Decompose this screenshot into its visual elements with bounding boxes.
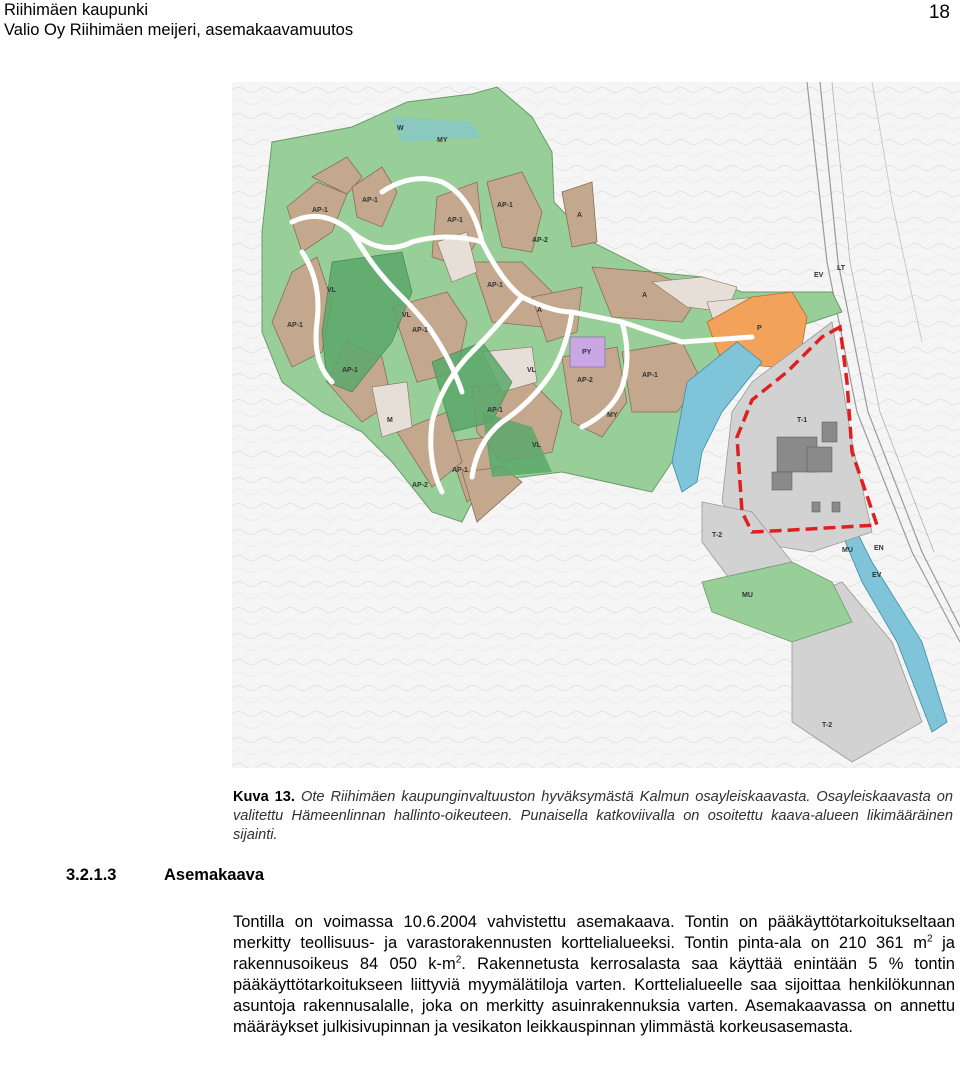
- map-label-ap2: AP-2: [532, 237, 548, 244]
- svg-text:AP-2: AP-2: [577, 377, 593, 384]
- map-svg: [232, 82, 960, 768]
- svg-text:AP-1: AP-1: [642, 372, 658, 379]
- svg-text:A: A: [642, 292, 648, 299]
- map-label-my: MY: [437, 137, 448, 144]
- svg-text:EV: EV: [872, 572, 882, 579]
- map-label-ap1: AP-1: [312, 207, 328, 214]
- svg-text:VL: VL: [532, 442, 541, 449]
- svg-text:T-2: T-2: [822, 722, 833, 729]
- page-header: [4, 0, 353, 40]
- svg-text:AP-1: AP-1: [287, 322, 303, 329]
- map-label-p: P: [757, 325, 762, 332]
- map-label-w: W: [397, 125, 404, 132]
- svg-text:VL: VL: [527, 367, 536, 374]
- map-label-py: PY: [582, 349, 592, 356]
- svg-text:A: A: [577, 212, 583, 219]
- caption-text: Ote Riihimäen kaupunginvaltuuston hyväksymästä Kalmun osayleiskaavasta. Osayleiskaavasta on valitettu Hämeenlinnan hallinto-oikeuteen. Punaisella katkoviivalla on osoitettu kaava-alueen likimääräinen sijainti.: [233, 789, 954, 843]
- page-number: 18: [928, 2, 950, 23]
- map-label-m: M: [387, 417, 393, 424]
- svg-text:AP-1: AP-1: [452, 467, 468, 474]
- map-label-ev: EV: [814, 272, 824, 279]
- svg-text:AP-1: AP-1: [487, 282, 503, 289]
- master-plan-map: [232, 82, 960, 768]
- svg-text:AP-1: AP-1: [342, 367, 358, 374]
- header-organization: Riihimäen kaupunki: [4, 1, 148, 19]
- svg-text:AP-1: AP-1: [447, 217, 463, 224]
- svg-text:MY: MY: [607, 412, 618, 419]
- map-label-mu: MU: [742, 592, 753, 599]
- svg-text:AP-1: AP-1: [362, 197, 378, 204]
- svg-text:VL: VL: [402, 312, 411, 319]
- body-paragraph: Tontilla on voimassa 10.6.2004 vahvistettu asemakaava. Tontin on pääkäyttötarkoitukseltaan merkitty teollisuus- ja varastorakennusten korttelialueeksi. Tontin pinta-ala on 210 361 $m^2$ ja rakennusoikeus 84 050 $k-m^2$. Rakennetusta kerrosalasta saa käyttää enintään 5 % tontin pääkäyttötarkoitukseen liittyviä myymälätiloja varten. Korttelialueelle saa sijoittaa henkilökunnan asuntoja rakennusalalle, joka on merkitty asuinrakennuksia varten. Asemakaavassa on annettu määräykset julkisivupinnan ja vesikaton leikkauspinnan ylimmästä korkeusasemasta.: [233, 913, 955, 1036]
- svg-text:AP-1: AP-1: [412, 327, 428, 334]
- map-label-lt: LT: [837, 265, 846, 272]
- header-document-title: Valio Oy Riihimäen meijeri, asemakaavamuutos: [4, 21, 354, 39]
- map-label-vl: VL: [327, 287, 336, 294]
- section-number: 3.2.1.3: [66, 866, 117, 884]
- svg-text:AP-2: AP-2: [412, 482, 428, 489]
- svg-text:AP-1: AP-1: [497, 202, 513, 209]
- section-title: Asemakaava: [164, 866, 264, 884]
- caption-label: Kuva 13.: [233, 789, 295, 805]
- map-label-t2: T-2: [712, 532, 723, 539]
- map-label-a: A: [537, 307, 543, 314]
- map-label-t1: T-1: [797, 417, 808, 424]
- figure-caption: [233, 788, 953, 845]
- map-label-en: EN: [874, 545, 884, 552]
- svg-text:AP-1: AP-1: [487, 407, 503, 414]
- svg-text:MU: MU: [842, 547, 853, 554]
